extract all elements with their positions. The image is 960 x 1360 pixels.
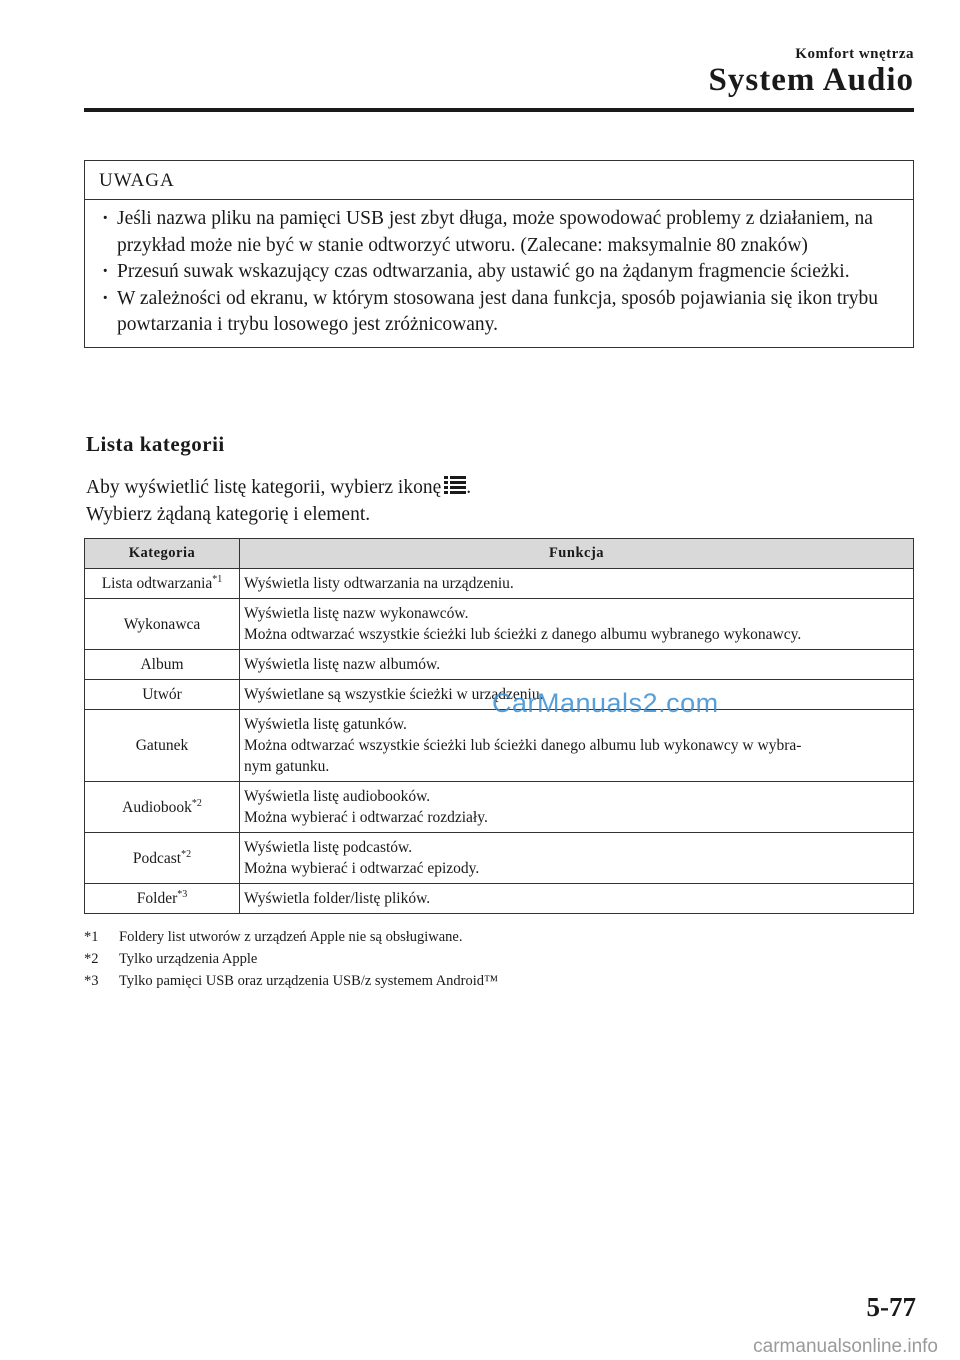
watermark: CarManuals2.com	[492, 688, 719, 718]
function-line: Wyświetla listę podcastów.	[244, 839, 413, 856]
category-cell	[85, 650, 240, 680]
category-cell	[85, 782, 240, 833]
table-row	[85, 650, 914, 680]
intro-text: Aby wyświetlić listę kategorii, wybierz ikonę	[86, 477, 442, 498]
function-line: Wyświetlane są wszystkie ścieżki w urządzeniu.	[244, 686, 544, 703]
footnote-text: Tylko urządzenia Apple	[119, 951, 258, 967]
function-line: Można wybierać i odtwarzać epizody.	[244, 860, 480, 877]
table-row	[85, 599, 914, 650]
function-cell	[240, 710, 914, 782]
category-name: Lista odtwarzania	[101, 575, 213, 592]
function-cell	[240, 650, 914, 680]
footnote	[84, 926, 498, 948]
category-cell	[85, 680, 240, 710]
list-icon	[444, 475, 466, 495]
footnote-text: Tylko pamięci USB oraz urządzenia USB/z systemem Android™	[119, 973, 499, 989]
note-box	[84, 160, 914, 348]
category-cell	[85, 569, 240, 599]
header-kategoria: Kategoria	[85, 539, 240, 569]
category-name: Utwór	[142, 686, 182, 703]
table-header-row	[85, 539, 914, 569]
category-name: Wykonawca	[123, 615, 201, 633]
footnote-ref: *1	[212, 574, 223, 585]
function-line: Wyświetla listę audiobooków.	[244, 788, 431, 805]
function-cell	[240, 833, 914, 884]
footnote-mark: *1	[84, 929, 99, 945]
note-item-3: · W zależności od ekranu, w którym stosowana jest dana funkcja, sposób pojawiania się ikon trybu powtarzania i trybu losowego jest zróżnicowany.	[117, 286, 903, 339]
function-cell	[240, 569, 914, 599]
category-cell	[85, 884, 240, 914]
function-cell	[240, 599, 914, 650]
header-rule	[84, 108, 914, 112]
function-line: nym gatunku.	[244, 758, 330, 775]
footnote	[84, 970, 498, 992]
category-cell	[85, 833, 240, 884]
footnote-mark: *2	[84, 951, 99, 967]
category-name: Audiobook	[122, 798, 192, 816]
function-line: Wyświetla listę nazw albumów.	[244, 656, 441, 673]
category-name: Album	[140, 656, 184, 673]
category-cell	[85, 599, 240, 650]
page-number: 5-77	[866, 1292, 916, 1322]
intro-line-2: Wybierz żądaną kategorię i element.	[86, 504, 371, 525]
note-heading: UWAGA	[85, 161, 913, 200]
page-title: System Audio	[708, 62, 914, 98]
note-item-2: · Przesuń suwak wskazujący czas odtwarzania, aby ustawić go na żądanym fragmencie ścieżki.	[117, 259, 903, 286]
footnote-ref: *2	[181, 848, 192, 860]
section-intro	[86, 474, 471, 528]
table-row	[85, 782, 914, 833]
table-body	[85, 569, 914, 914]
category-cell	[85, 710, 240, 782]
footnote	[84, 948, 498, 970]
table-row	[85, 710, 914, 782]
footnote-ref: *3	[177, 889, 188, 900]
function-line: Wyświetla listę gatunków.	[244, 716, 407, 733]
intro-line-1	[86, 474, 471, 501]
category-name: Podcast	[132, 849, 182, 867]
function-line: Wyświetla listę nazw wykonawców.	[244, 605, 469, 622]
footnote-ref: *2	[191, 797, 202, 809]
table-row	[85, 833, 914, 884]
function-cell	[240, 782, 914, 833]
category-name: Folder	[136, 890, 178, 907]
function-line: Wyświetla folder/listę plików.	[244, 890, 431, 907]
watermark-bottom: carmanualsonline.info	[753, 1336, 938, 1357]
intro-period: .	[466, 477, 472, 498]
footnotes	[84, 926, 498, 992]
function-line: Wyświetla listy odtwarzania na urządzeniu.	[244, 575, 514, 592]
note-list	[85, 200, 913, 347]
footnote-text: Foldery list utworów z urządzeń Apple nie są obsługiwane.	[119, 929, 463, 945]
footnote-mark: *3	[84, 973, 99, 989]
function-line: Można odtwarzać wszystkie ścieżki lub ścieżki danego albumu lub wykonawcy w wybra-	[244, 737, 802, 754]
section-label: Komfort wnętrza	[795, 46, 914, 62]
function-cell	[240, 884, 914, 914]
function-line: Można wybierać i odtwarzać rozdziały.	[244, 809, 488, 826]
note-item-1: · Jeśli nazwa pliku na pamięci USB jest zbyt długa, może spowodować problemy z działaniem, na przykład może nie być w stanie odtworzyć utworu. (Zalecane: maksymalnie 80 znaków)	[117, 206, 903, 259]
category-name: Gatunek	[135, 737, 189, 754]
table-row	[85, 884, 914, 914]
category-table	[84, 538, 914, 914]
function-line: Można odtwarzać wszystkie ścieżki lub ścieżki z danego albumu wybranego wykonawcy.	[244, 626, 802, 643]
header-funkcja: Funkcja	[240, 539, 914, 569]
table-row	[85, 569, 914, 599]
section-title: Lista kategorii	[86, 432, 225, 456]
